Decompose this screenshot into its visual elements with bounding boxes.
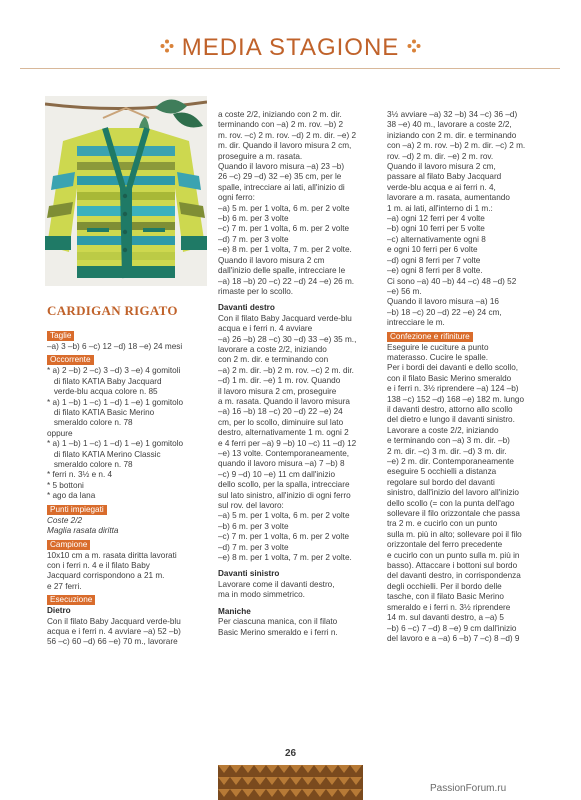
text-line: con i ferri n. 4 e il filato Baby <box>47 560 150 570</box>
text-line: –a) 26 –b) 28 –c) 30 –d) 33 –e) 35 m., <box>218 334 357 344</box>
text-line: dall'inizio delle spalle, intrecciare le <box>218 266 346 276</box>
text-line: * ago da lana <box>47 491 96 501</box>
subheading: Davanti sinistro <box>218 569 280 579</box>
text-line: –d) 7 m. per 3 volte <box>218 234 289 244</box>
section-heading-row <box>47 502 207 516</box>
text-line: lavorare a coste 2/2, iniziando <box>218 344 327 354</box>
subheading: Maniche <box>218 606 251 616</box>
text-line: –c) 7 m. per 1 volta, 6 m. per 2 volte <box>218 532 350 542</box>
text-line: 26 –c) 29 –d) 32 –e) 35 cm, per le <box>218 172 342 182</box>
text-line: eseguire 5 occhielli a distanza <box>387 467 497 477</box>
text-line: ma in modo simmetrico. <box>218 590 305 600</box>
text-line: –c) 9 –d) 10 –e) 11 cm dall'inizio <box>218 469 336 479</box>
text-line: –e) 8 m. per 1 volta, 7 m. per 2 volte. <box>218 553 352 563</box>
text-line: * ferri n. 3½ e n. 4 <box>47 470 113 480</box>
page-number: 26 <box>284 748 297 759</box>
text-line: –a) 5 m. per 1 volta, 6 m. per 2 volte <box>218 203 350 213</box>
text-line: –e) 8 m. per 1 volta, 7 m. per 2 volte. <box>218 245 352 255</box>
text-line: –c) alternativamente ogni 8 <box>387 234 486 244</box>
text-line: 2 m. dir. –c) 3 m. dir. –d) 3 m. dir. <box>387 446 507 456</box>
section-heading-row <box>47 537 207 551</box>
text-line: 14 m. sul davanti destro, a –a) 5 <box>387 613 504 623</box>
text-line: m. rov. –c) 2 m. rov. –d) 2 m. dir. –e) 2 <box>218 130 357 140</box>
text-line: –a) 3 –b) 6 –c) 12 –d) 18 –e) 24 mesi <box>47 342 183 351</box>
text-line: orizzontale del ferro precedente <box>387 540 503 550</box>
section-heading: Esecuzione <box>47 595 95 605</box>
text-line: –e) 13 volte. Contemporaneamente, <box>218 449 350 458</box>
product-name: CARDIGAN RIGATO <box>47 303 178 318</box>
knit-texture-strip <box>218 765 363 800</box>
text-line: –b) 6 m. per 3 volte <box>218 521 289 531</box>
text-line: acqua e i ferri n. 4 avviare –a) 52 –b) <box>47 626 181 636</box>
text-line: –a) ogni 12 ferri per 4 volte <box>387 214 485 224</box>
text-line: sinistro, dall'inizio del lavoro all'inizio <box>387 488 519 498</box>
text-line: smeraldo e i ferri n. 3½ riprendere <box>387 602 511 612</box>
text-line: a m. rasata. Quando il lavoro misura <box>218 396 350 406</box>
text-line: 10x10 cm a m. rasata diritta lavorati <box>47 550 177 560</box>
text-line: * a) 1 –b) 1 –c) 1 –d) 1 –e) 1 gomitolo <box>47 397 184 407</box>
text-line: Quando il lavoro misura 2 cm, <box>387 162 496 172</box>
text-line: ogni ferro: <box>218 193 255 203</box>
text-line: Con il filato Baby Jacquard verde-blu <box>47 616 181 626</box>
text-line: dello scollo (= con la punta dell'ago <box>387 498 515 508</box>
text-line: acqua e i ferri n. 4 avviare <box>218 324 313 334</box>
text-line: * 5 bottoni <box>47 480 84 490</box>
text-line: Eseguire le cuciture a punto <box>387 342 489 352</box>
text-line: Per ciascuna manica, con il filato <box>218 617 338 627</box>
text-line: basso). Attaccare i bottoni sul bordo <box>387 561 518 571</box>
text-line: Basic Merino smeraldo e i ferri n. <box>218 627 338 637</box>
text-line: Jacquard corrispondono a 21 m. <box>47 571 165 581</box>
text-line: Con il filato Baby Jacquard verde-blu <box>218 313 352 323</box>
header-title-text: MEDIA STAGIONE <box>181 34 400 61</box>
section-heading-row <box>47 352 207 366</box>
text-line: –b) 6 m. per 3 volte <box>218 214 289 224</box>
subheading: Dietro <box>47 606 71 616</box>
text-line: con –a) 2 m. rov. –b) 2 m. dir. –c) 2 m. <box>387 141 526 151</box>
text-line: con 2 m. dir. e terminando con <box>218 355 329 365</box>
section-heading: Punti impiegati <box>47 505 107 515</box>
text-line: Quando il lavoro misura –a) 16 <box>387 297 499 307</box>
text-line: lavorare a m. rasata, aumentando <box>387 193 510 203</box>
text-line: del davanti destro, in corrispondenza <box>387 571 521 581</box>
flower-ornament-icon <box>407 39 421 53</box>
text-line: e i ferri n. 3½ riprendere –a) 124 –b) <box>387 384 519 394</box>
text-line: e terminando con –a) 3 m. dir. –b) <box>387 436 510 446</box>
text-line: –b) ogni 10 ferri per 5 volte <box>387 224 485 234</box>
text-line: 138 –c) 152 –d) 168 –e) 182 m. lungo <box>387 394 525 404</box>
text-line: con il filato Basic Merino smeraldo <box>387 373 512 383</box>
text-line: 38 –e) 40 m., lavorare a coste 2/2, <box>387 120 512 130</box>
text-line: cm, per lo scollo, diminuire sul lato <box>218 417 344 427</box>
text-line: e 27 ferri. <box>47 581 82 591</box>
text-line: * a) 2 –b) 2 –c) 3 –d) 3 –e) 4 gomitoli <box>47 366 181 376</box>
text-line: Lavorare a coste 2/2, iniziando <box>387 425 499 435</box>
text-line: Ci sono –a) 40 –b) 44 –c) 48 –d) 52 <box>387 276 517 286</box>
text-line: e 4 ferri per –a) 9 –b) 10 –c) 11 –d) 12 <box>218 438 357 448</box>
text-line: proseguire a m. rasata. <box>218 151 303 161</box>
text-line: il davanti destro, attorno allo scollo <box>387 404 513 414</box>
watermark: PassionForum.ru <box>430 783 507 794</box>
text-line: sollevare il filo orizzontale che passa <box>387 509 520 519</box>
text-line: sul rov. del lavoro: <box>218 501 284 511</box>
text-line: –a) 5 m. per 1 volta, 6 m. per 2 volte <box>218 511 350 521</box>
text-line: spalle, intrecciare ai lati, all'inizio di <box>218 182 345 192</box>
text-line: il lavoro misura 2 cm, proseguire <box>218 386 337 396</box>
text-line: sulla m. più in alto; sollevare poi il filo <box>387 529 522 539</box>
text-line: smeraldo colore n. 78 <box>47 460 133 470</box>
text-line: 1 m. ai lati, all'interno di 1 m.: <box>387 203 493 213</box>
text-line: intrecciare le m. <box>387 318 445 328</box>
text-line: m. dir. Quando il lavoro misura 2 cm, <box>218 141 352 151</box>
stitch-name: Maglia rasata diritta <box>47 526 119 536</box>
section-heading: Confezione e rifiniture <box>387 332 473 342</box>
text-line: degli occhielli. Per il bordo delle <box>387 581 502 591</box>
text-line: Quando il lavoro misura 2 cm <box>218 255 325 265</box>
text-line: di filato KATIA Baby Jacquard <box>47 376 162 386</box>
text-line: del lavoro e a –a) 6 –b) 7 –c) 8 –d) 9 <box>387 633 520 643</box>
text-line: –e) ogni 8 ferri per 8 volte. <box>387 266 483 276</box>
text-line: verde-blu acqua e ai ferri n. 4, <box>387 182 496 192</box>
text-line: sul lato sinistro, all'inizio di ogni ferro <box>218 490 351 500</box>
text-line: terminando con –a) 2 m. rov. –b) 2 <box>218 120 343 130</box>
section-heading-row <box>47 592 207 606</box>
text-line: –e) 56 m. <box>387 286 422 296</box>
text-line: –b) 6 –c) 7 –d) 8 –e) 9 cm dall'inizio <box>387 623 517 633</box>
text-line: tasche, con il filato Basic Merino <box>387 592 504 602</box>
text-line: Per i bordi dei davanti e dello scollo, <box>387 363 519 373</box>
text-line: –d) ogni 8 ferri per 7 volte <box>387 255 481 265</box>
text-line: rimaste per lo scollo. <box>218 286 294 296</box>
section-heading-row <box>47 328 207 342</box>
text-line: destro, alternativamente 1 m. ogni 2 <box>218 428 349 438</box>
text-line: Lavorare come il davanti destro, <box>218 579 335 589</box>
text-line: regolare sul bordo del davanti <box>387 477 495 487</box>
column-3 <box>387 110 547 644</box>
text-line: e cucirlo con un punto sulla m. più in <box>387 550 520 560</box>
text-line: * a) 1 –b) 1 –c) 1 –d) 1 –e) 1 gomitolo <box>47 439 184 449</box>
text-line: Quando il lavoro misura –a) 23 –b) <box>218 162 345 172</box>
text-line: –d) 1 m. dir. –e) 1 m. rov. Quando <box>218 376 341 386</box>
column-2 <box>218 110 378 638</box>
text-line: rov. –d) 2 m. dir. –e) 2 m. rov. <box>387 151 494 161</box>
text-line: tra 2 m. e cucirlo con un punto <box>387 519 498 529</box>
text-line: materasso. Cucire le spalle. <box>387 352 489 362</box>
text-line: passare al filato Baby Jacquard <box>387 172 502 182</box>
product-photo <box>45 96 207 286</box>
stitch-name: Coste 2/2 <box>47 515 83 525</box>
header-divider <box>20 68 560 69</box>
text-line: –a) 18 –b) 20 –c) 22 –d) 24 –e) 26 m. <box>218 276 355 286</box>
text-line: –c) 7 m. per 1 volta, 6 m. per 2 volte <box>218 224 350 234</box>
text-line: smeraldo colore n. 78 <box>47 418 133 428</box>
text-line: di filato KATIA Basic Merino <box>47 408 155 418</box>
text-line: 56 –c) 60 –d) 66 –e) 70 m., lavorare <box>47 637 178 647</box>
section-heading: Campione <box>47 540 90 550</box>
text-line: di filato KATIA Merino Classic <box>47 449 161 459</box>
text-line: iniziando con 2 m. dir. e terminando <box>387 130 517 140</box>
text-line: del dietro e lungo il davanti sinistro. <box>387 415 515 425</box>
section-heading-row <box>387 329 547 343</box>
text-line: quando il lavoro misura –a) 7 –b) 8 <box>218 459 345 469</box>
page-header <box>0 0 581 90</box>
text-line: verde-blu acqua colore n. 85 <box>47 387 158 397</box>
text-line: e ogni 10 ferri per 6 volte <box>387 245 478 255</box>
text-line: a coste 2/2, iniziando con 2 m. dir. <box>218 110 342 119</box>
text-line: –a) 2 m. dir. –b) 2 m. rov. –c) 2 m. dir. <box>218 365 354 375</box>
column-1 <box>47 328 207 648</box>
text-line: –a) 16 –b) 18 –c) 20 –d) 22 –e) 24 <box>218 407 343 417</box>
text-line: oppure <box>47 428 73 438</box>
flower-ornament-icon <box>160 39 174 53</box>
text-line: –b) 18 –c) 20 –d) 22 –e) 24 cm, <box>387 307 502 317</box>
section-heading: Occorrente <box>47 355 94 365</box>
text-line: –e) 2 m. dir. Contemporaneamente <box>387 457 514 466</box>
section-heading: Taglie <box>47 331 74 341</box>
text-line: dello scollo, per la spalla, intrecciare <box>218 480 350 490</box>
text-line: –d) 7 m. per 3 volte <box>218 542 289 552</box>
subheading: Davanti destro <box>218 303 275 313</box>
text-line: 3½ avviare –a) 32 –b) 34 –c) 36 –d) <box>387 110 518 119</box>
section-title <box>0 34 581 62</box>
